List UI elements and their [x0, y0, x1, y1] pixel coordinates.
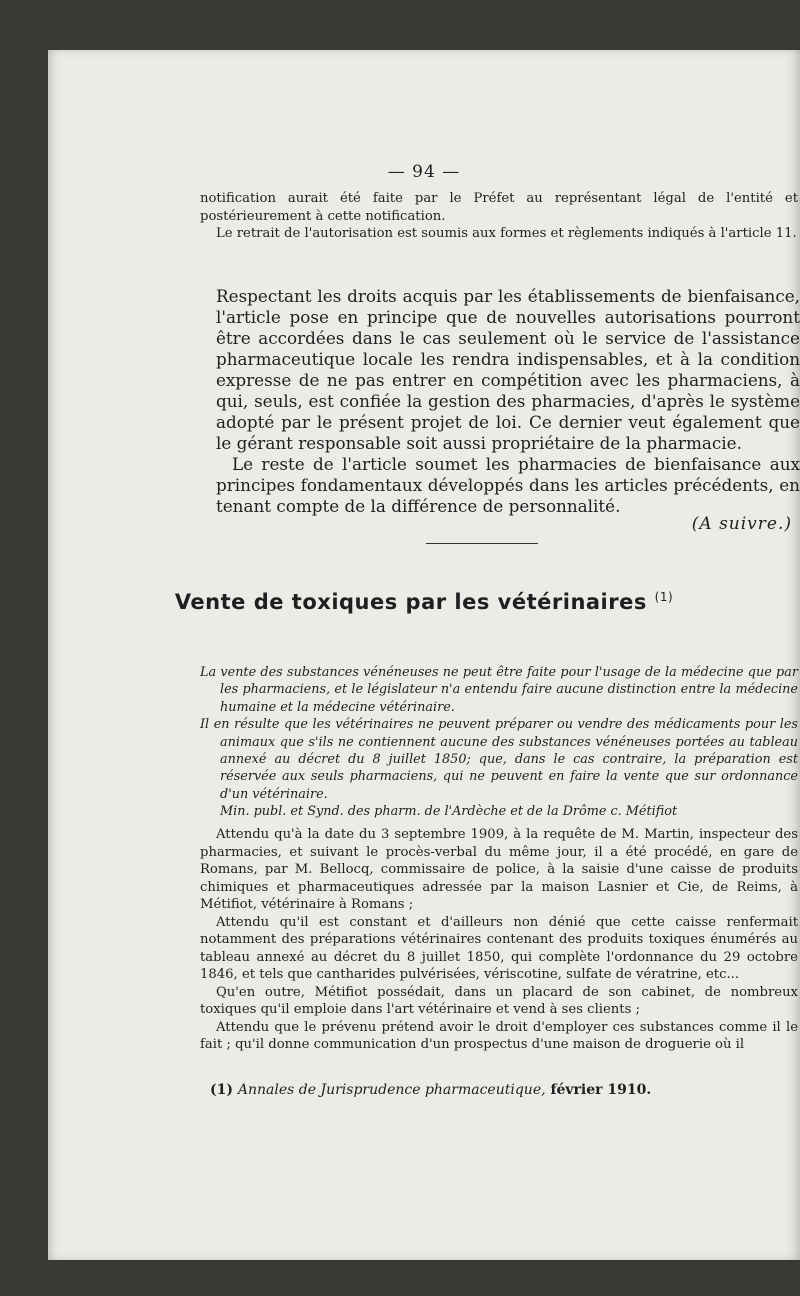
judgment-paragraph-1: Attendu qu'à la date du 3 septembre 1909, à la requête de M. Martin, inspecteur des pharmacies, et suivant le procès-verbal du même jour, il a été procédé, en gare de Romans, par M. Bellocq, commissaire de police, à la saisie d'une caisse de produits chimiques et pharmaceutiques adressée par la maison Lasnier et Cie, de Reims, à Métifiot, vétérinaire à Romans ;: [200, 827, 798, 912]
section-divider: [426, 543, 538, 544]
body-paragraph-1: Respectant les droits acquis par les établissements de bienfaisance, l'article pose en principe que de nouvelles autorisations pourront être accordées dans le cas seulement où le service de l'assistance pharmaceutique locale les rendra indispensables, et à la condition expresse de ne pas entrer en compétition avec les pharmaciens, à qui, seuls, est confiée la gestion des pharmacies, d'après le système adopté par le présent projet de loi. Ce dernier veut également que le gérant responsable soit aussi propriétaire de la pharmacie.: [216, 286, 800, 453]
footnote-title: Annales de Jurisprudence pharmaceutique,: [237, 1082, 546, 1098]
continuation-note: (A suivre.): [691, 514, 792, 534]
intro-text: [200, 190, 798, 243]
book-page: [48, 50, 800, 1260]
summary-paragraph-2: Il en résulte que les vétérinaires ne peuvent préparer ou vendre des médicaments pour les animaux que s'ils ne contiennent aucune des substances vénéneuses portées au tableau annexé au décret du 8 juillet 1850; que, dans le cas contraire, la préparation est réservée aux seuls pharmaciens, qui ne peuvent en faire la vente que sur ordonnance d'un vétérinaire.: [200, 717, 798, 802]
page-number: — 94 —: [387, 162, 461, 182]
case-summary: [200, 664, 798, 821]
footnote-marker: (1): [210, 1082, 233, 1098]
summary-paragraph-1: La vente des substances vénéneuses ne peut être faite pour l'usage de la médecine que par les pharmaciens, et le législateur n'a entendu faire aucune distinction entre la médecine humaine et la médecine vétérinaire.: [200, 665, 798, 715]
case-citation: Min. publ. et Synd. des pharm. de l'Ardèche et de la Drôme c. Métifiot: [220, 804, 678, 820]
footnote: [210, 1082, 651, 1098]
judgment-paragraph-2: Attendu qu'il est constant et d'ailleurs non dénié que cette caisse renfermait notamment des préparations vétérinaires contenant des produits toxiques énumérés au tableau annexé au décret du 8 juillet 1850, qui complète l'ordonnance du 29 octobre 1846, et tels que cantharides pulvérisées, vériscotine, sulfate de vératrine, etc...: [200, 914, 798, 982]
footnote-date: février 1910.: [550, 1082, 652, 1098]
footnote-reference: (1): [654, 590, 674, 604]
judgment-text: [200, 826, 798, 1054]
body-paragraph-2: Le reste de l'article soumet les pharmacies de bienfaisance aux principes fondamentaux développés dans les articles précédents, en tenant compte de la différence de personnalité.: [216, 454, 800, 516]
section-heading: [48, 590, 800, 614]
judgment-paragraph-4: Attendu que le prévenu prétend avoir le droit d'employer ces substances comme il le fait ; qu'il donne communication d'un prospectus d'une maison de droguerie où il: [200, 1019, 798, 1052]
section-heading-text: Vente de toxiques par les vétérinaires: [174, 590, 647, 614]
intro-paragraph-2: Le retrait de l'autorisation est soumis aux formes et règlements indiqués à l'article 11.: [216, 226, 797, 241]
intro-paragraph-1: notification aurait été faite par le Préfet au représentant légal de l'entité et postérieurement à cette notification.: [200, 191, 798, 224]
body-text: [216, 286, 800, 517]
judgment-paragraph-3: Qu'en outre, Métifiot possédait, dans un placard de son cabinet, de nombreux toxiques qu'il emploie dans l'art vétérinaire et vend à ses clients ;: [200, 984, 798, 1017]
